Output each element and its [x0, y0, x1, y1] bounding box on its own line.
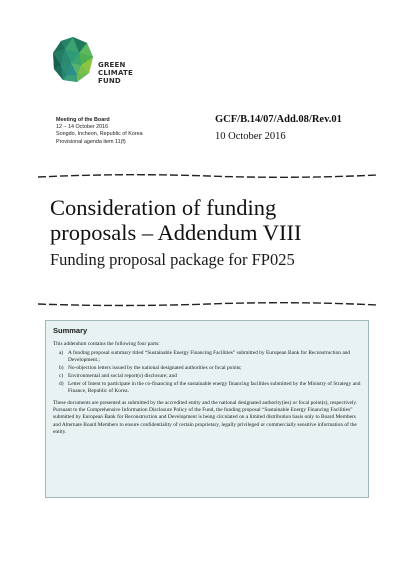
list-item-text: Environmental and social report(s) disclosure; and [68, 372, 177, 379]
list-item-text: Letter of Intent to participate in the co-financing of the sustainable energy financing facilities submitted by the Ministry of Strategy and Finance, Republic of Korea. [68, 380, 361, 394]
wavy-divider-bottom [38, 300, 378, 308]
meeting-info [56, 117, 206, 146]
document-subtitle: Funding proposal package for FP025 [50, 250, 295, 269]
meeting-heading: Meeting of the Board [56, 117, 110, 123]
wavy-divider-top [38, 172, 378, 180]
title-line-2: proposals – Addendum VIII [50, 220, 302, 245]
logo-wordmark [98, 61, 133, 85]
list-marker: a) [59, 350, 64, 357]
summary-list [53, 350, 361, 395]
gcf-logo [51, 35, 221, 95]
logo-line-climate: CLIMATE [98, 69, 133, 77]
list-item [53, 365, 361, 372]
meeting-location: Songdo, Incheon, Republic of Korea [56, 131, 143, 138]
document-reference: GCF/B.14/07/Add.08/Rev.01 [215, 114, 342, 125]
summary-box [45, 320, 369, 498]
list-marker: b) [59, 365, 64, 372]
summary-intro: This addendum contains the following four parts: [53, 341, 160, 347]
list-item [53, 350, 361, 364]
summary-heading: Summary [53, 326, 88, 335]
document-date: 10 October 2016 [215, 131, 286, 142]
summary-paragraph: These documents are presented as submitted by the accredited entity and the national designated authority(ies) or focal point(s), respectively. Pursuant to the Comprehensive Information Disclosure Policy of the Fund, the funding proposal “Sustainable Energy Financing Facilities” submitted by European Bank for Reconstruction and Development is being circulated on a limited distribution basis only to Board Members and Alternate Board Members to ensure confidentiality of certain proprietary, legally privileged or commercially sensitive information of the entity. [53, 399, 358, 435]
meeting-dates: 12 – 14 October 2016 [56, 124, 109, 131]
list-marker: c) [59, 372, 64, 379]
meeting-agenda: Provisional agenda item 11(f) [56, 138, 126, 145]
logo-line-green: GREEN [98, 61, 126, 69]
document-title [50, 195, 380, 245]
globe-icon [51, 35, 95, 85]
logo-line-fund: FUND [98, 77, 121, 85]
title-line-1: Consideration of funding [50, 195, 277, 220]
list-item [53, 373, 361, 380]
list-item [53, 381, 361, 395]
list-item-text: No-objection letters issued by the national designated authorities or focal points; [68, 365, 242, 372]
list-marker: d) [59, 380, 64, 387]
list-item-text: A funding proposal summary titled “Sustainable Energy Financing Facilities” submitted by European Bank for Reconstruction and Development.; [68, 350, 351, 364]
